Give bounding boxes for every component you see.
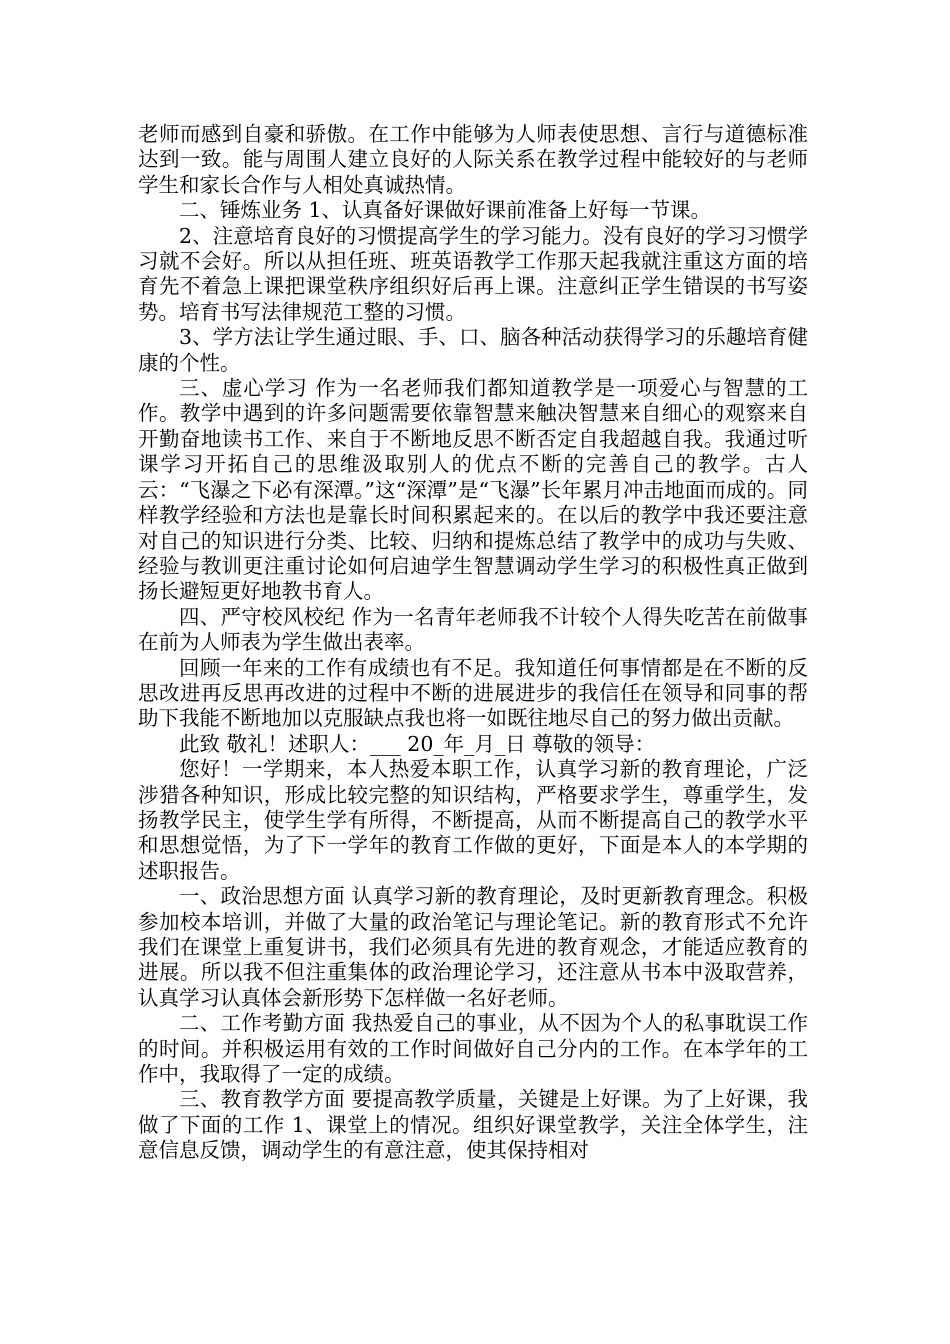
paragraph: 3、学方法让学生通过眼、手、口、脑各种活动获得学习的乐趣培育健康的个性。 [138, 325, 808, 375]
paragraph: 三、教育教学方面 要提高教学质量，关键是上好课。为了上好课，我做了下面的工作 1、课堂上的情况。组织好课堂教学，关注全体学生，注意信息反馈，调动学生的有意注意，使其保持相对 [138, 1087, 808, 1163]
paragraph: 回顾一年来的工作有成绩也有不足。我知道任何事情都是在不断的反思改进再反思再改进的过程中不断的进展进步的我信任在领导和同事的帮助下我能不断地加以克服缺点我也将一如既往地尽自己的努力做出贡献。 [138, 655, 808, 731]
paragraph: 2、注意培育良好的习惯提高学生的学习能力。没有良好的学习习惯学习就不会好。所以从担任班、班英语教学工作那天起我就注重这方面的培育先不着急上课把课堂秩序组织好后再上课。注意纠正学生错误的书写姿势。培育书写法律规范工整的习惯。 [138, 223, 808, 324]
document-body [138, 122, 808, 1164]
paragraph: 二、锤炼业务 1、认真备好课做好课前准备上好每一节课。 [179, 198, 712, 223]
paragraph: 四、严守校风校纪 作为一名青年老师我不计较个人得失吃苦在前做事在前为人师表为学生做出表率。 [138, 604, 808, 655]
paragraph: 此致 敬礼！述职人：___ 20_年_月_日 尊敬的领导： [179, 731, 656, 756]
paragraph: 三、虚心学习 作为一名老师我们都知道教学是一项爱心与智慧的工作。教学中遇到的许多问题需要依靠智慧来触决智慧来自细心的观察来自开勤奋地读书工作、来自于不断地反思不断否定自我超越自我。我通过听课学习开拓自己的思维汲取别人的优点不断的完善自己的教学。古人云：“飞瀑之下必有深潭。”这“深潭”是“飞瀑”长年累月冲击地面而成的。同样教学经验和方法也是靠长时间积累起来的。在以后的教学中我还要注意对自己的知识进行分类、比较、归纳和提炼总结了教学中的成功与失败、经验与教训更注重讨论如何启迪学生智慧调动学生学习的积极性真正做到扬长避短更好地教书育人。 [138, 376, 808, 604]
paragraph: 二、工作考勤方面 我热爱自己的事业，从不因为个人的私事耽误工作的时间。并积极运用有效的工作时间做好自己分内的工作。在本学年的工作中，我取得了一定的成绩。 [138, 1011, 808, 1087]
paragraph: 老师而感到自豪和骄傲。在工作中能够为人师表使思想、言行与道德标准达到一致。能与周围人建立良好的人际关系在教学过程中能较好的与老师学生和家长合作与人相处真诚热情。 [138, 122, 808, 197]
paragraph: 您好！一学期来，本人热爱本职工作，认真学习新的教育理论，广泛涉猎各种知识，形成比较完整的知识结构，严格要求学生，尊重学生，发扬教学民主，使学生学有所得，不断提高，从而不断提高自己的教学水平和思想觉悟，为了下一学年的教育工作做的更好，下面是本人的本学期的述职报告。 [138, 757, 808, 883]
paragraph: 一、政治思想方面 认真学习新的教育理论，及时更新教育理念。积极参加校本培训，并做了大量的政治笔记与理论笔记。新的教育形式不允许我们在课堂上重复讲书，我们必须具有先进的教育观念，才能适应教育的进展。所以我不但注重集体的政治理论学习，还注意从书本中汲取营养，认真学习认真体会新形势下怎样做一名好老师。 [138, 884, 808, 1010]
